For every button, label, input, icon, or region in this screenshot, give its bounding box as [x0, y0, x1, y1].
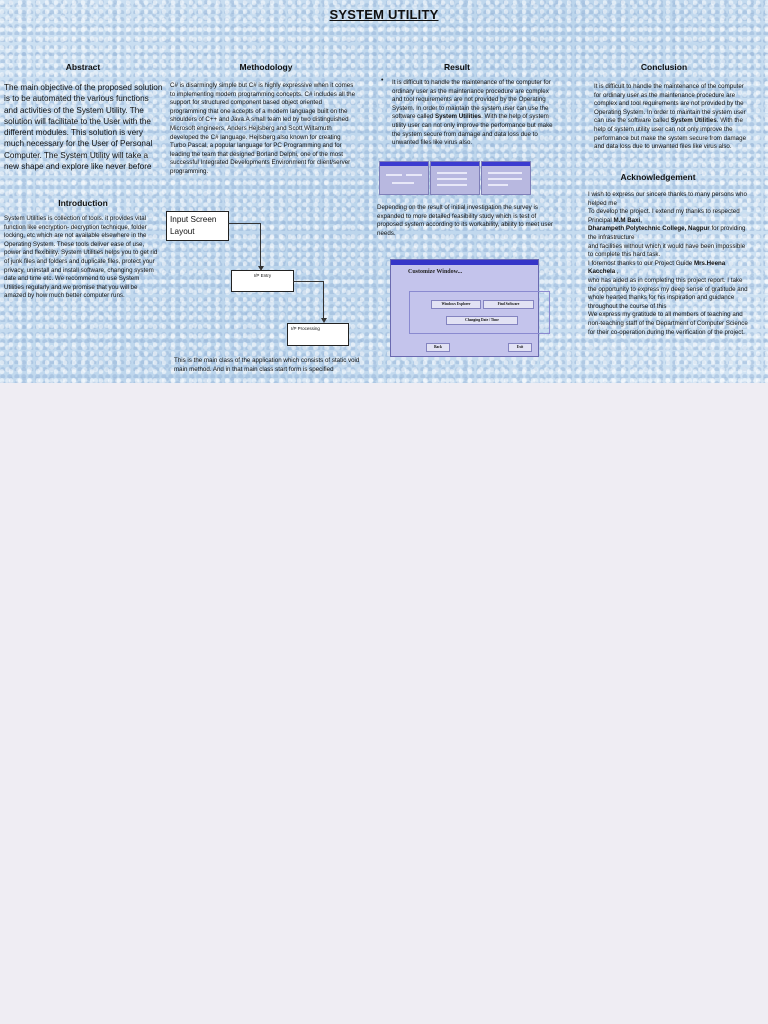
principal-name: M.M Baxi [613, 216, 641, 224]
abstract-body: The main objective of the proposed solution is to be automated the various functions and activities of the System Utility. The solution will facilitate to the User with the different modules. This solution is very much necessary for the User of Personal Computer. The System Utility will take a new shape and explore like never before [4, 83, 163, 172]
poster [0, 0, 768, 383]
acknowledgement-p3-text: for providing the infrastructure [588, 225, 746, 241]
acknowledgement-p7: We express my gratitude to all members of teaching and non-teaching staff of the Department of Computer Science for their co-operation during the verification of the project. [588, 311, 748, 336]
exit-button: Exit [508, 343, 532, 352]
acknowledgement-heading: Acknowledgement [620, 172, 696, 182]
acknowledgement-p2-comma: , [640, 216, 643, 224]
acknowledgement-p2-text: To develop the project. I extend my thanks to respected Principal [588, 208, 740, 224]
customize-window-screenshot [390, 259, 539, 357]
flow-connector-1-h [228, 223, 261, 224]
college-name: Dharampeth Polytechnic College, Nagpur [588, 225, 710, 233]
windows-explorer-button: Windows Explorer [431, 300, 481, 309]
guide-name: Mrs.Heena Kacchela [588, 259, 726, 276]
acknowledgement-p5-text: I foremost thanks to our Project Guide [588, 259, 694, 267]
page-title: SYSTEM UTILITY [329, 7, 439, 22]
flow-box-ip-entry [231, 270, 294, 292]
result-body-post: . With the help of system utility user can not only improve the performance but make the system secure from damage and data loss due to unwanted files like virus also. [392, 113, 553, 147]
flow-box-input-screen-label: Input Screen Layout [170, 215, 217, 236]
flow-box-ip-entry-label: I/P Entry [253, 273, 272, 278]
flow-box-ip-processing [287, 323, 349, 346]
methodology-caption: This is the main class of the application which consists of static void main method. And in that main class start form is specified [174, 357, 360, 373]
introduction-body: System Utilities is collection of tools. it provides vital function like encryption- decryption technique, folder locking, etc which are not available elsewhere in the Operating System. These tools deliver ease of use, power and flexibility. System Utilities helps you to get rid of junk files and folders and duplicate files, protect your privacy, uninstall and install software, changing system date and time etc. We recommend to use System Utilities regularly and we promise that you will be amazed by how much better computer runs. [4, 215, 158, 300]
flow-box-ip-processing-label: I/P Processing [291, 326, 320, 331]
result-body-bold: System Utilities [435, 113, 482, 121]
acknowledgement-p6: who has aided as in completing this project report. I take the opportunity to express my deep sense of gratitude and whole hearted thanks for his inspiration and guidance throughout the course of this [588, 276, 748, 310]
customize-window-heading: Customize Window... [408, 269, 463, 275]
acknowledgement-p3 [588, 225, 750, 242]
back-button: Back [426, 343, 450, 352]
acknowledgement-p2 [588, 208, 750, 225]
customize-window-titlebar [391, 260, 538, 265]
introduction-heading: Introduction [58, 198, 108, 208]
result-body [392, 79, 556, 148]
screenshot-thumbnail-1 [379, 161, 429, 195]
acknowledgement-p5 [588, 260, 750, 277]
conclusion-body [594, 83, 752, 152]
conclusion-body-bold: System Utilities [670, 117, 717, 125]
flow-connector-2-v [323, 281, 324, 319]
acknowledgement-body [588, 191, 750, 337]
acknowledgement-p1: I wish to express our sincere thanks to many persons who helped me [588, 191, 747, 207]
conclusion-body-pre: It is difficult to handle the maintenance of the computer for ordinary user as the maintenance procedure are complex and tool requirements are not provided by the Operating System. In order to maintain the system user can use the software called [594, 83, 746, 125]
acknowledgement-p4: and facilities without which it would have been impossible to complete this hard task. [588, 242, 746, 259]
screenshot-thumbnail-3 [481, 161, 531, 195]
methodology-heading: Methodology [239, 62, 293, 72]
acknowledgement-p5-comma: , [615, 268, 619, 276]
customize-window-panel [409, 291, 550, 334]
result-body-pre: It is difficult to handle the maintenance of the computer for ordinary user as the maintenance procedure are complex and tool requirements are not provided by the Operating System. In order to maintain the system user can use the software called [392, 79, 551, 121]
flow-connector-1-v [260, 223, 261, 267]
conclusion-body-post: . With the help of system utility user can not only improve the performance but make the system secure from damage and data loss due to unwanted files like virus also. [594, 117, 747, 151]
conclusion-heading: Conclusion [640, 62, 688, 72]
find-software-button: Find Software [483, 300, 534, 309]
result-heading: Result [444, 62, 470, 72]
flow-connector-2-h [293, 281, 324, 282]
screenshot-thumbnail-2 [430, 161, 480, 195]
result-survey: Depending on the result of initial investigation the survey is expanded to more detailed feasibility study which is test of proposed system according to its workability, ability to meet user needs. [377, 204, 553, 237]
flow-box-input-screen [166, 211, 229, 241]
abstract-heading: Abstract [65, 62, 101, 72]
changing-date-time-button: Changing Date / Time [446, 316, 518, 325]
methodology-body: C# is disarmingly simple but C# is highly expressive when it comes to implementing modern programming concepts. C# includes all the support for structured component based object oriented programming that one accepts of a modern language built on the shoulders of C++ and Java.A small team led by two distinguished Microsoft engineers, Anders Hejlsberg and Scott Wiltamuth developed the C# language. Hejlsberg also known for creating Turbo Pascal, a popular language for PC Programming and for leading the team that designed Borland Delphi, one of the most successful Integrated Developments Environment for client/server programming. [170, 82, 356, 175]
result-bullet: • [381, 77, 384, 84]
